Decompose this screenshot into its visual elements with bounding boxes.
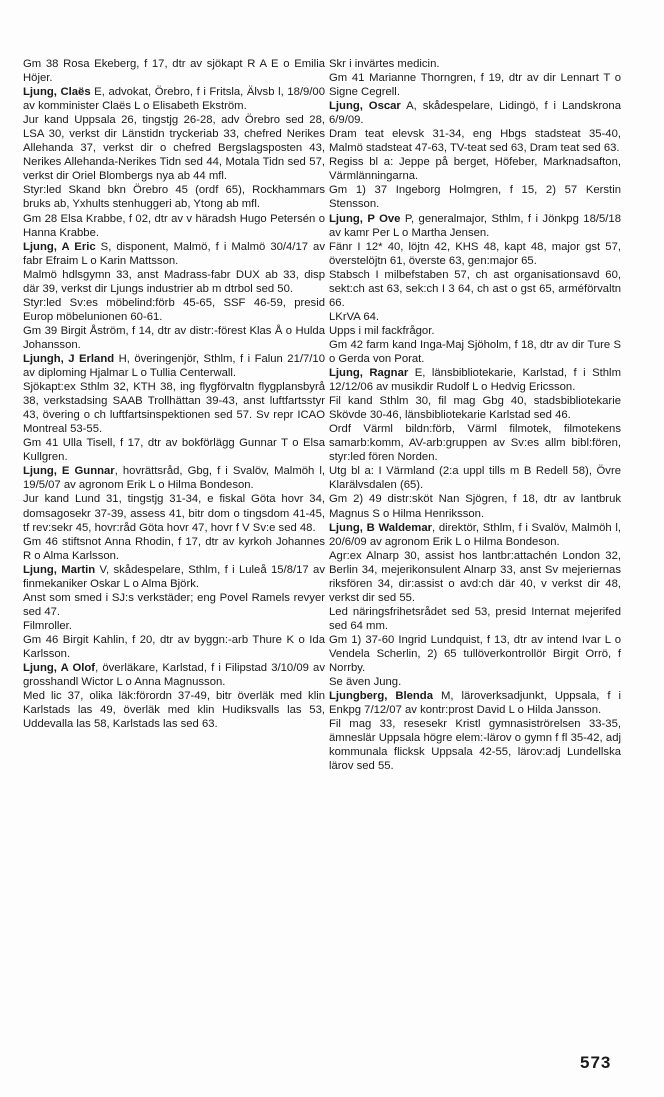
entry-name: Ljung, Claës	[23, 86, 91, 99]
entry-paragraph	[23, 240, 325, 268]
entry-name: Ljungh, J Erland	[23, 352, 115, 365]
entry-text: Upps i mil fackfrågor.	[329, 324, 435, 337]
entry-text: Anst som smed i SJ:s verkstäder; eng Povel Ramels revyer sed 47.	[23, 591, 325, 618]
entry-text: Malmö hdlsgymn 33, anst Madrass-fabr DUX ab 33, disp där 39, verkst dir Ljungs industrier ab m dtrbol sed 50.	[23, 268, 325, 295]
entry-text: Led näringsfrihetsrådet sed 53, presid Internat mejerifed sed 64 mm.	[329, 605, 621, 632]
entry-paragraph	[329, 394, 621, 422]
entry-paragraph	[329, 71, 621, 99]
entry-paragraph	[23, 324, 325, 352]
entry-paragraph	[23, 563, 325, 591]
entry-paragraph	[23, 689, 325, 731]
entry-text: , hovrättsråd, Gbg, f i Svalöv, Malmöh l, 19/5/07 av agronom Erik L o Hilma Bondeson.	[23, 465, 325, 492]
entry-paragraph	[23, 535, 325, 563]
entry-text: P, generalmajor, Sthlm, f i Jönkpg 18/5/18 av kamr Per L o Martha Jensen.	[329, 212, 621, 239]
entry-paragraph	[329, 127, 621, 155]
entry-name: Ljung, A Eric	[23, 240, 96, 253]
entry-name: Ljung, Martin	[23, 563, 96, 576]
entry-text: Regiss bl a: Jeppe på berget, Höfeber, Marknadsafton, Värmlänningarna.	[329, 156, 621, 183]
entry-text: E, advokat, Örebro, f i Fritsla, Älvsb l, 18/9/00 av komminister Claës L o Elisabeth Ekström.	[23, 86, 325, 113]
entry-text: Gm 46 stiftsnot Anna Rhodin, f 17, dtr av kyrkoh Johannes R o Alma Karlsson.	[23, 535, 325, 562]
entry-text: Gm 2) 49 distr:sköt Nan Sjögren, f 18, dtr av lantbruk Magnus S o Hilma Henriksson.	[329, 493, 621, 520]
entry-text: Gm 42 farm kand Inga-Maj Sjöholm, f 18, dtr av dir Ture S o Gerda von Porat.	[329, 338, 621, 365]
entry-paragraph	[23, 436, 325, 464]
entry-text: Jur kand Lund 31, tingstjg 31-34, e fiskal Göta hovr 34, domsagosekr 37-39, assess 41, bitr dom o tingsdom 41-45, tf rev:sekr 45, hovr:råd Göta hovr 47, hovr f V Sv:e sed 48.	[23, 493, 325, 534]
entry-paragraph	[329, 240, 621, 268]
entry-text: , överläkare, Karlstad, f i Filipstad 3/10/09 av grosshandl Wictor L o Anna Magnusson.	[23, 662, 325, 689]
entry-text: Gm 39 Birgit Åström, f 14, dtr av distr:-förest Klas Å o Hulda Johansson.	[23, 324, 325, 351]
entry-text: Fil mag 33, resesekr Kristl gymnasiströrelsen 33-35, ämneslär Uppsala högre elem:-lärov o gymn f fl 35-42, adj kommunala flicksk Uppsala 42-55, lärov:adj Lundellska lärov sed 55.	[329, 718, 621, 773]
entry-text: E, länsbibliotekarie, Karlstad, f i Sthlm 12/12/06 av musikdir Rudolf L o Hedvig Ericsson.	[329, 367, 621, 394]
entry-text: M, läroverksadjunkt, Uppsala, f i Enkpg 7/12/07 av kontr:prost David L o Hilda Jansson.	[329, 690, 621, 717]
entry-text: Stabsch I milbefstaben 57, ch ast organisationsavd 60, sekt:ch ast 63, sek:ch I 3 64, ch ast o gst 65, arméförvaltn 66.	[329, 268, 621, 309]
entry-paragraph	[23, 464, 325, 492]
entry-paragraph	[23, 619, 325, 633]
entry-paragraph	[329, 268, 621, 310]
entry-paragraph	[329, 633, 621, 675]
entry-paragraph	[329, 689, 621, 717]
entry-text: , direktör, Sthlm, f i Svalöv, Malmöh l, 20/6/09 av agronom Erik L o Hilma Bondeson.	[329, 521, 621, 548]
entry-name: Ljungberg, Blenda	[329, 690, 433, 703]
entry-text: S, disponent, Malmö, f i Malmö 30/4/17 av fabr Efraim L o Karin Mattsson.	[23, 240, 325, 267]
entry-paragraph	[329, 492, 621, 520]
entry-name: Ljung, A Olof	[23, 662, 96, 675]
entry-paragraph	[329, 366, 621, 394]
entry-paragraph	[23, 352, 325, 380]
page-number: 573	[580, 1053, 612, 1072]
entry-paragraph	[23, 296, 325, 324]
entry-text: Sjökapt:ex Sthlm 32, KTH 38, ing flygförvaltn flygplansbyrå 38, verkstadsing SAAB Trollhättan 39-43, anst luftfartsstyr 43, övering o ch luftfartsinspektionen sed 57. Sv repr ICAO Montreal 53-55.	[23, 381, 325, 436]
entry-text: Fil kand Sthlm 30, fil mag Gbg 40, stadsbibliotekarie Skövde 30-46, länsbibliotekarie Karlstad sed 46.	[329, 395, 621, 422]
entry-text: Gm 1) 37-60 Ingrid Lundquist, f 13, dtr av intend Ivar L o Vendela Scherlin, 2) 65 tullöverkontrollör Birgit Orrö, f Norrby.	[329, 633, 621, 675]
entry-text: Se även Jung.	[329, 676, 402, 689]
entry-paragraph	[23, 591, 325, 619]
right-column	[329, 57, 621, 773]
entry-text: Ordf Värml bildn:förb, Värml filmotek, filmotekens samarb:komm, AV-arb:gruppen av Sv:es allm bibl:fören, styr:led fören Norden.	[329, 423, 621, 464]
entry-name: Ljung, Oscar	[329, 100, 401, 113]
entry-text: Gm 41 Ulla Tisell, f 17, dtr av bokförlägg Gunnar T o Elsa Kullgren.	[23, 437, 325, 464]
entry-paragraph	[23, 57, 325, 85]
entry-paragraph	[23, 85, 325, 113]
entry-text: H, överingenjör, Sthlm, f i Falun 21/7/10 av diploming Hjalmar L o Tullia Centerwall.	[23, 352, 325, 380]
entry-paragraph	[23, 633, 325, 661]
entry-text: A, skådespelare, Lidingö, f i Landskrona 6/9/09.	[329, 100, 621, 127]
entry-text: Gm 1) 37 Ingeborg Holmgren, f 15, 2) 57 Kerstin Stensson.	[329, 184, 621, 211]
entry-text: V, skådespelare, Sthlm, f i Luleå 15/8/17 av finmekaniker Oskar L o Alma Björk.	[23, 563, 325, 590]
entry-paragraph	[23, 492, 325, 534]
entry-paragraph	[329, 338, 621, 366]
entry-paragraph	[329, 675, 621, 689]
entry-paragraph	[329, 464, 621, 492]
entry-paragraph	[329, 183, 621, 211]
left-column	[23, 57, 325, 731]
entry-text: Styr:led Sv:es möbelind:förb 45-65, SSF 46-59, presid Europ möbelunionen 60-61.	[23, 296, 325, 323]
entry-text: Jur kand Uppsala 26, tingstjg 26-28, adv Örebro sed 28, LSA 30, verkst dir Länstidn tryckeriab 33, chefred Nerikes Allehanda 37, verkst dir o chefred Bergslagsposten 43, Nerikes Allehanda-Nerikes Tidn sed 44, Motala Tidn sed 57, verkst dir Oriel Blombergs nya ab 44 mfl.	[23, 114, 325, 183]
entry-text: Gm 38 Rosa Ekeberg, f 17, dtr av sjökapt R A E o Emilia Höjer.	[23, 58, 325, 85]
entry-text: Agr:ex Alnarp 30, assist hos lantbr:attachén London 32, Berlin 34, mejerikonsulent Alnarp 33, anst Sv mejeriernas riksfören 34, dir:assist o avd:ch där 40, v verkst dir 48, verkst dir sed 55.	[329, 549, 621, 604]
entry-text: Gm 46 Birgit Kahlin, f 20, dtr av byggn:-arb Thure K o Ida Karlsson.	[23, 633, 325, 660]
entry-text: Filmroller.	[23, 619, 72, 632]
entry-paragraph	[329, 212, 621, 240]
entry-paragraph	[329, 422, 621, 464]
entry-paragraph	[23, 268, 325, 296]
entry-text: Gm 41 Marianne Thorngren, f 19, dtr av dir Lennart T o Signe Cegrell.	[329, 72, 621, 99]
entry-paragraph	[329, 717, 621, 773]
entry-paragraph	[329, 57, 621, 71]
entry-paragraph	[329, 605, 621, 633]
entry-paragraph	[329, 324, 621, 338]
entry-paragraph	[329, 155, 621, 183]
entry-text: Gm 28 Elsa Krabbe, f 02, dtr av v häradsh Hugo Petersén o Hanna Krabbe.	[23, 212, 325, 239]
entry-text: Utg bl a: I Värmland (2:a uppl tills m B Redell 58), Övre Klarälvsdalen (65).	[329, 465, 621, 492]
entry-text: Med lic 37, olika läk:förordn 37-49, bitr överläk med klin Karlstads las 49, överläk med klin Hudiksvalls las 53, Uddevalla las 58, Karlstads las sed 63.	[23, 690, 325, 731]
entry-paragraph	[329, 99, 621, 127]
entry-text: LKrVA 64.	[329, 310, 380, 323]
entry-name: Ljung, E Gunnar	[23, 465, 115, 478]
entry-paragraph	[23, 183, 325, 211]
entry-paragraph	[23, 661, 325, 689]
entry-name: Ljung, P Ove	[329, 212, 401, 225]
entry-paragraph	[329, 310, 621, 324]
entry-paragraph	[23, 380, 325, 436]
entry-text: Fänr I 12* 40, löjtn 42, KHS 48, kapt 48, major gst 57, överstelöjtn 61, överste 63, gen:major 65.	[329, 240, 621, 267]
entry-paragraph	[329, 521, 621, 549]
entry-name: Ljung, Ragnar	[329, 367, 409, 380]
entry-paragraph	[23, 212, 325, 240]
entry-text: Skr i invärtes medicin.	[329, 58, 440, 70]
entry-name: Ljung, B Waldemar	[329, 521, 433, 534]
entry-paragraph	[329, 549, 621, 605]
entry-text: Styr:led Skand bkn Örebro 45 (ordf 65), Rockhammars bruks ab, Yxhults stenhuggeri ab, Ytong ab mfl.	[23, 184, 325, 211]
entry-paragraph	[23, 113, 325, 183]
entry-text: Dram teat elevsk 31-34, eng Hbgs stadsteat 35-40, Malmö stadsteat 47-63, TV-teat sed 63, Dram teat sed 63.	[329, 128, 621, 155]
